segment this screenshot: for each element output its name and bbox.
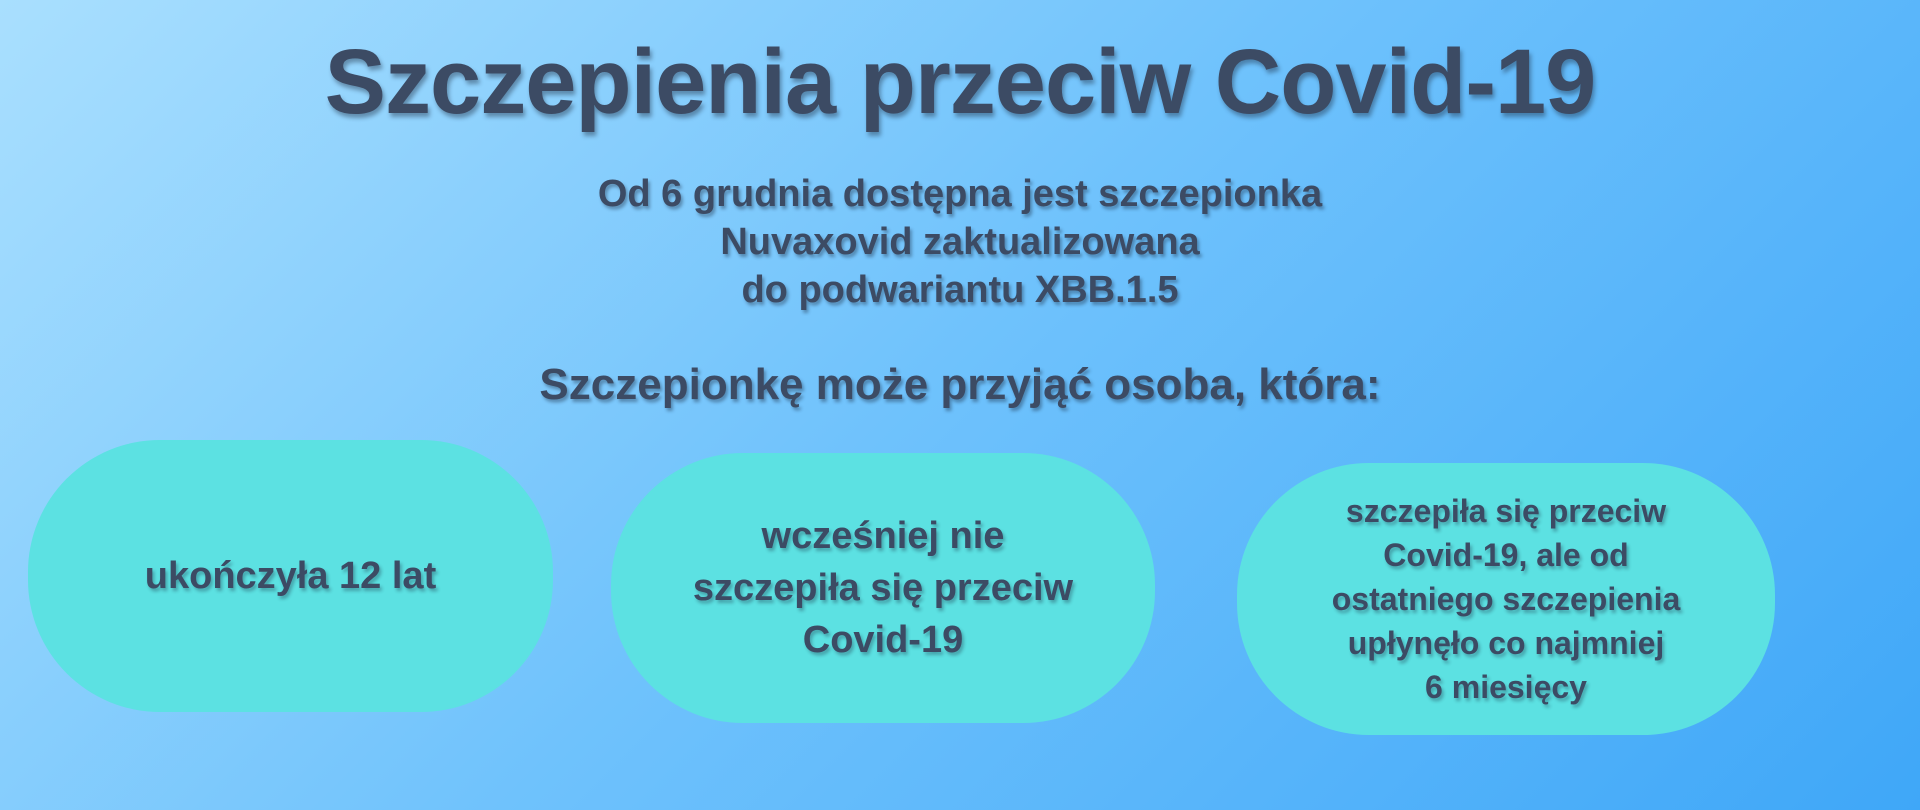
card-text-line: wcześniej nie — [761, 515, 1005, 557]
subtitle-line: do podwariantu XBB.1.5 — [741, 269, 1179, 311]
card-text-line: Covid-19 — [802, 619, 964, 661]
card-text-line: ostatniego szczepienia — [1331, 581, 1681, 617]
poster-title: Szczepienia przeciw Covid-19 — [324, 31, 1596, 133]
subtitle — [0, 170, 1920, 314]
card-text-line: Covid-19, ale od — [1383, 537, 1629, 573]
eligibility-card-age-12 — [28, 440, 553, 712]
subtitle-line: Nuvaxovid zaktualizowana — [720, 221, 1200, 263]
section-heading: Szczepionkę może przyjąć osoba, która: — [539, 360, 1381, 409]
card-text-line: szczepiła się przeciw — [1345, 493, 1667, 529]
card-text-line: szczepiła się przeciw — [692, 567, 1074, 609]
eligibility-card-six-months-since-last — [1237, 463, 1775, 735]
subtitle-line: Od 6 grudnia dostępna jest szczepionka — [597, 173, 1323, 215]
eligibility-card-never-vaccinated — [611, 453, 1155, 723]
card-text-line: upłynęło co najmniej — [1347, 625, 1665, 661]
card-text-line: ukończyła 12 lat — [144, 555, 437, 597]
card-text-line: 6 miesięcy — [1425, 669, 1587, 705]
